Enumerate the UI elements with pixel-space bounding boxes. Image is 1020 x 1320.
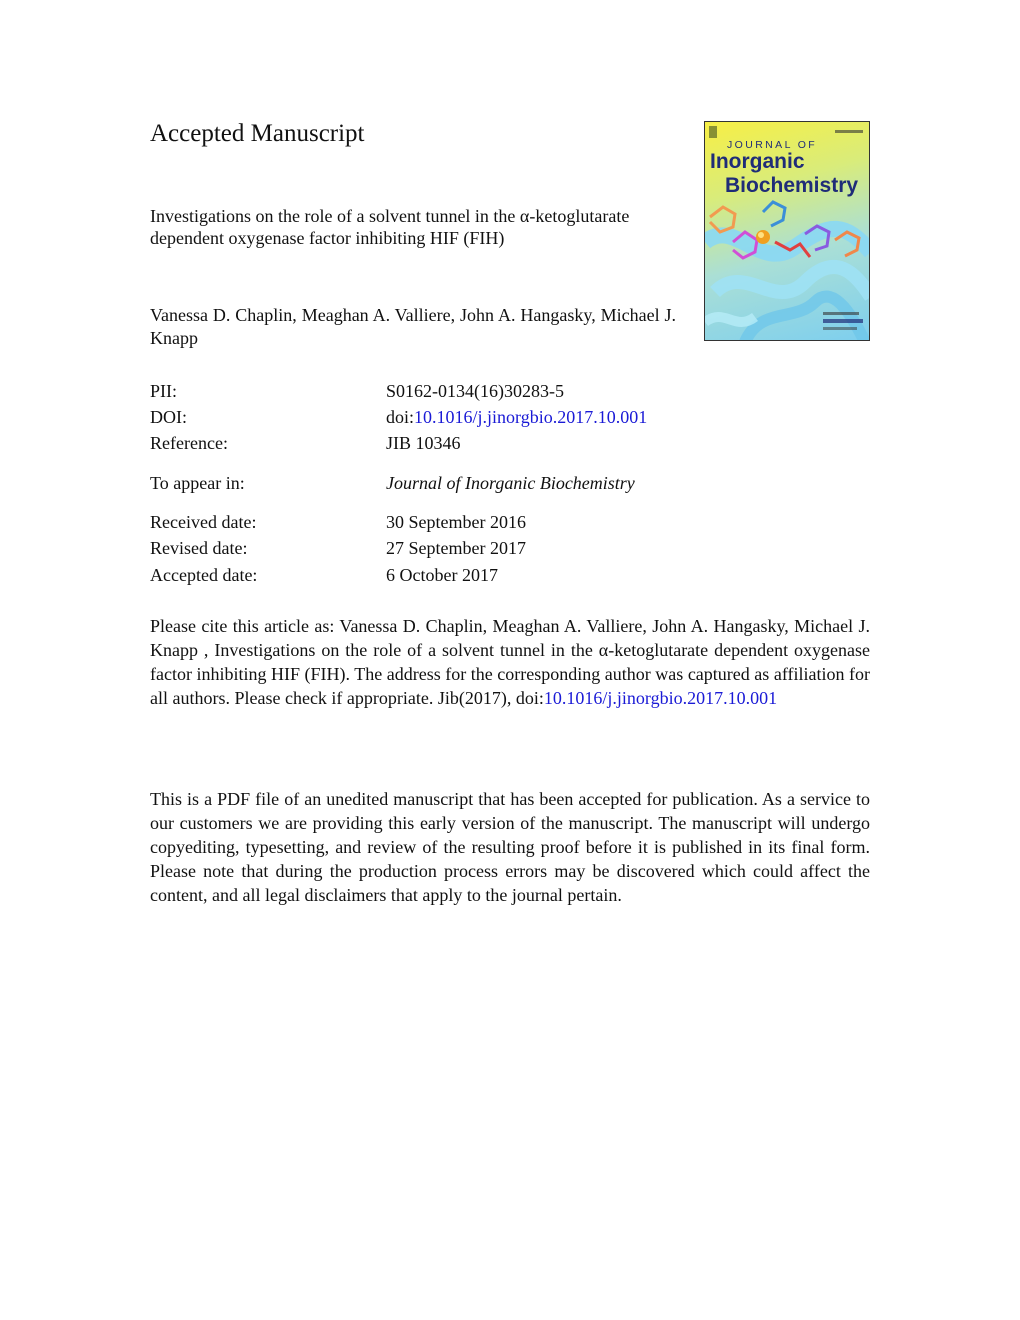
doi-prefix: doi: (386, 407, 415, 427)
appear-label: To appear in: (150, 473, 245, 493)
journal-cover-image (704, 121, 870, 341)
cover-title-line2: Biochemistry (725, 174, 859, 197)
citation-paragraph (150, 614, 870, 710)
appear-value: Journal of Inorganic Biochemistry (386, 473, 635, 493)
revised-value: 27 September 2017 (386, 538, 526, 558)
cover-journal-line: JOURNAL OF (727, 139, 818, 151)
pii-label: PII: (150, 381, 177, 401)
citation-doi-link[interactable]: 10.1016/j.jinorgbio.2017.10.001 (543, 688, 778, 708)
doi-link[interactable]: 10.1016/j.jinorgbio.2017.10.001 (414, 407, 648, 427)
accepted-value: 6 October 2017 (386, 565, 498, 585)
cover-title-line1: Inorganic (710, 150, 805, 173)
citation-doi-prefix: doi: (515, 688, 544, 708)
reference-value: JIB 10346 (386, 433, 461, 453)
revised-label: Revised date: (150, 538, 248, 558)
accepted-label: Accepted date: (150, 565, 258, 585)
doi-value (386, 406, 647, 428)
received-label: Received date: (150, 512, 257, 532)
article-authors: Vanessa D. Chaplin, Meaghan A. Valliere, John A. Hangasky, Michael J. Knapp (150, 305, 676, 348)
disclaimer-paragraph: This is a PDF file of an unedited manuscript that has been accepted for publication. As a service to our customers we are providing this early version of the manuscript. The manuscript will undergo copyediting, typesetting, and review of the resulting proof before it is published in its final form. Please note that during the production process errors may be discovered which could affect the content, and all legal disclaimers that apply to the journal pertain. (150, 789, 870, 905)
pii-value: S0162-0134(16)30283-5 (386, 381, 564, 401)
doi-label: DOI: (150, 407, 187, 427)
citation-text: Please cite this article as: Vanessa D. Chaplin, Meaghan A. Valliere, John A. Hangasky, Michael J. Knapp , Investigations on the role of a solvent tunnel in the α-ketoglutarate dependent oxygenase factor inhibiting HIF (FIH). The address for the corresponding author was captured as affiliation for all authors. Please check if appropriate. Jib(2017), (150, 616, 870, 708)
reference-label: Reference: (150, 433, 228, 453)
article-title: Investigations on the role of a solvent tunnel in the α-ketoglutarate dependent oxygenase factor inhibiting HIF (FIH) (150, 206, 630, 248)
received-value: 30 September 2016 (386, 512, 526, 532)
page-heading: Accepted Manuscript (150, 120, 365, 147)
